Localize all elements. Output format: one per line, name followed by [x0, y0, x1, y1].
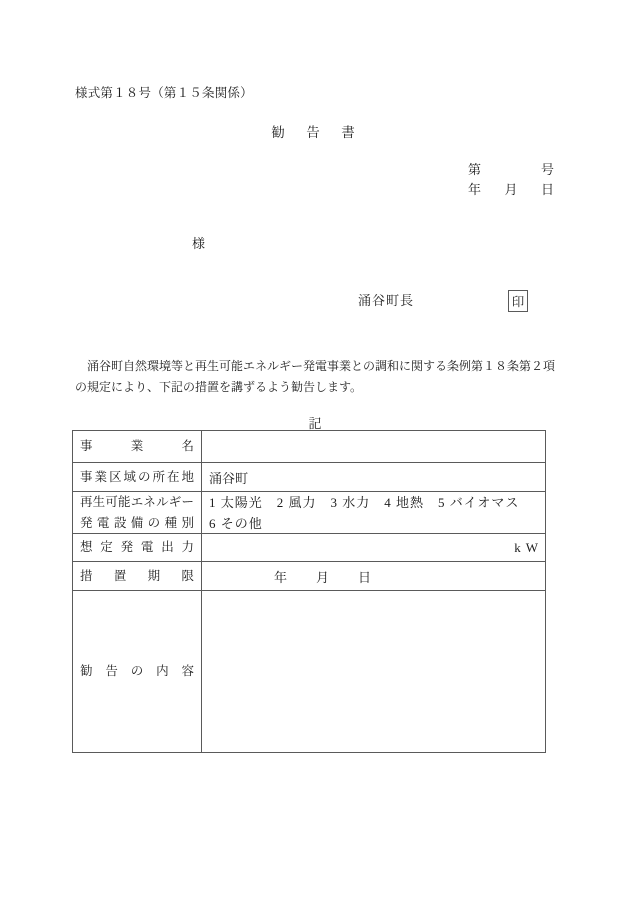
output-value-cell — [201, 534, 545, 561]
location-value-cell — [201, 463, 545, 491]
doc-number-suffix: 号 — [540, 162, 554, 177]
business-name-value-cell — [201, 431, 545, 462]
document-title: 勧 告 書 — [271, 125, 359, 140]
doc-number-prefix: 第 — [468, 162, 482, 177]
deadline-value-cell — [201, 562, 545, 590]
date-month-label: 月 — [504, 182, 518, 197]
body-line-1: 涌谷町自然環境等と再生可能エネルギー発電事業との調和に関する条例第１８条第２項 — [75, 359, 556, 373]
date-line — [468, 179, 554, 198]
document-number-line — [468, 159, 554, 178]
seal-placeholder — [508, 290, 528, 312]
date-day-label: 日 — [540, 182, 554, 197]
recommendation-content-value-cell — [201, 591, 545, 752]
equipment-type-value-cell — [201, 492, 545, 533]
deadline-date-placeholders: 年 月 日 — [274, 569, 373, 585]
table-row-equipment-type — [73, 491, 545, 533]
equipment-type-options-line-1: 1 太陽光 2 風力 3 水力 4 地熱 5 バイオマス — [209, 494, 520, 510]
table-row-location — [73, 462, 545, 491]
table-row-business-name — [73, 431, 545, 462]
table-row-deadline — [73, 561, 545, 590]
recommendation-table — [72, 430, 546, 753]
recommendation-content-label-cell — [73, 591, 201, 752]
deadline-label: 措置期限 — [80, 568, 194, 583]
output-label-cell — [73, 534, 201, 561]
business-name-label-cell — [73, 431, 201, 462]
output-unit: k W — [514, 539, 539, 555]
business-name-label: 事業名 — [80, 439, 194, 453]
seal-mark: 印 — [511, 295, 525, 309]
note-heading: 記 — [308, 416, 322, 431]
addressee-honorific: 様 — [192, 236, 206, 251]
location-label-cell — [73, 463, 201, 491]
location-label: 事業区域の所在地 — [80, 469, 194, 484]
form-number: 様式第１８号（第１５条関係） — [75, 86, 253, 100]
output-label: 想定発電出力 — [80, 540, 194, 554]
equipment-type-label-line-1: 再生可能エネルギー — [80, 494, 194, 509]
issuer-title: 涌谷町長 — [358, 293, 415, 308]
table-row-output — [73, 533, 545, 561]
equipment-type-options-line-2: 6 その他 — [209, 515, 263, 531]
body-line-2: の規定により、下記の措置を講ずるよう勧告します。 — [75, 379, 363, 394]
deadline-label-cell — [73, 562, 201, 590]
date-year-label: 年 — [468, 182, 482, 197]
equipment-type-label-cell — [73, 492, 201, 533]
equipment-type-label-line-2: 発電設備の種別 — [80, 515, 194, 530]
location-value: 涌谷町 — [209, 470, 249, 486]
body-paragraph — [75, 356, 556, 397]
table-row-recommendation-content — [73, 590, 545, 752]
recommendation-content-label: 勧告の内容 — [80, 664, 194, 678]
